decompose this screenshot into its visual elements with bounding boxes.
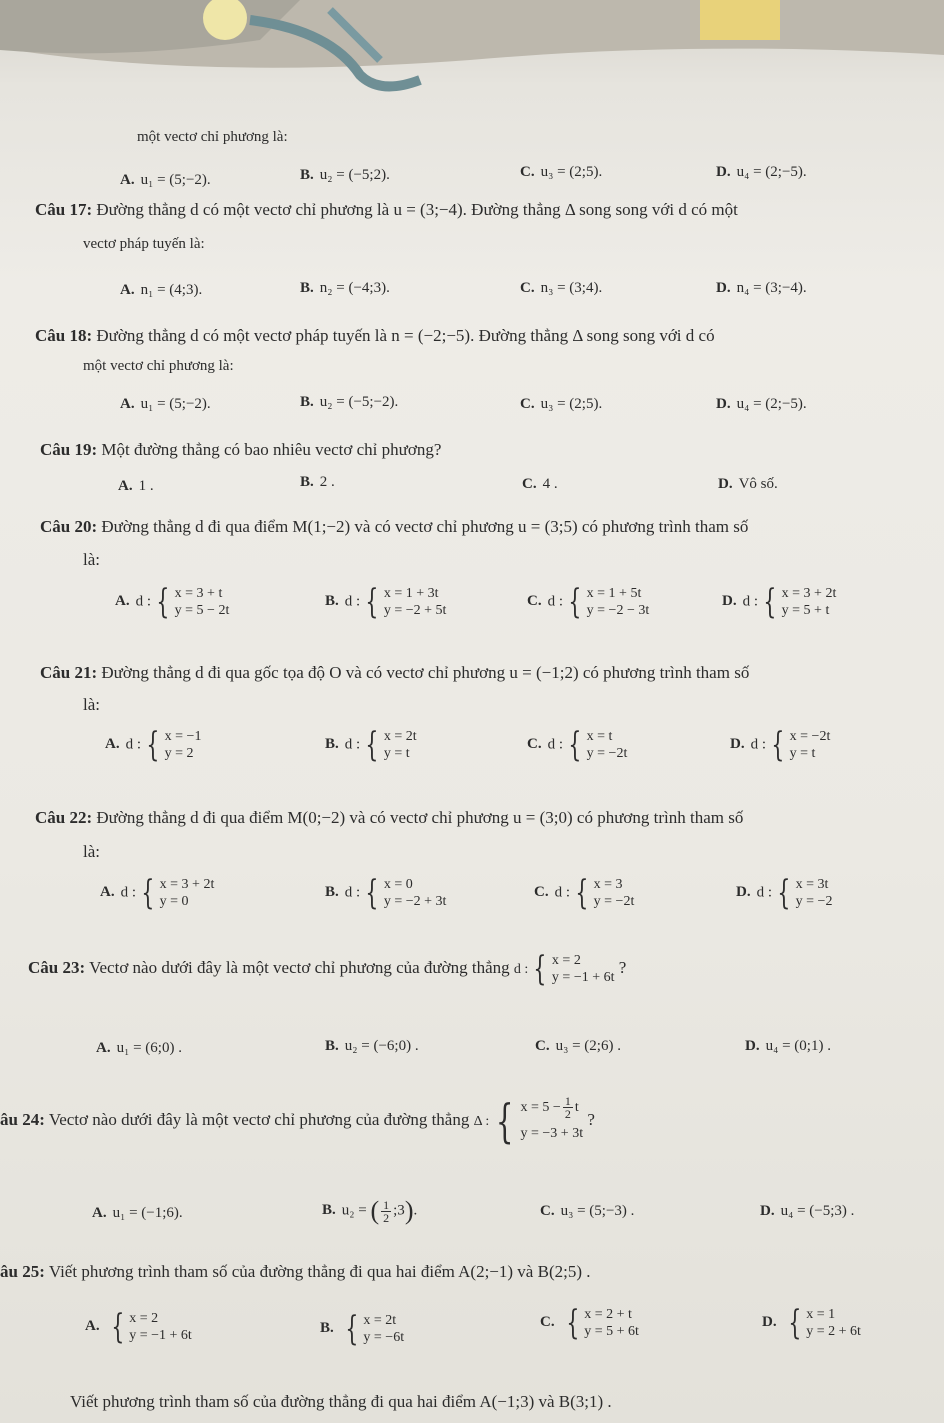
q24-option-d: D. u₄ = (−5;3) .: [760, 1203, 855, 1219]
q18-option-d: D. u₄ = (2;−5).: [716, 396, 807, 412]
q23-option-d: D. u₄ = (0;1) .: [745, 1038, 831, 1054]
q25-stem: âu 25: Viết phương trình tham số của đường thẳng đi qua hai điểm A(2;−1) và B(2;5) .: [0, 1262, 591, 1281]
q25-option-d: D. { x = 1 y = 2 + 6t: [762, 1303, 861, 1343]
q23-option-c: C. u₃ = (2;6) .: [535, 1038, 621, 1054]
q22-stem-2: là:: [83, 842, 100, 861]
q19-option-b: B. 2 .: [300, 474, 335, 490]
q19-option-a: A. 1 .: [118, 478, 154, 494]
q16-tail: một vectơ chỉ phương là:: [137, 129, 288, 145]
worksheet-page: [0, 40, 944, 1423]
q18-option-c: C. u₃ = (2;5).: [520, 396, 603, 412]
q18-option-b: B. u₂ = (−5;−2).: [300, 394, 399, 410]
q17-option-d: D. n₄ = (3;−4).: [716, 280, 807, 296]
q25-option-c: C. { x = 2 + t y = 5 + 6t: [540, 1303, 639, 1343]
q20-stem: Câu 20: Đường thẳng d đi qua điểm M(1;−2) và có vectơ chỉ phương u = (3;5) có phương trình tham số: [40, 517, 749, 536]
q25-option-a: A. { x = 2 y = −1 + 6t: [85, 1307, 192, 1347]
q20-option-c: C. d : { x = 1 + 5t y = −2 − 3t: [527, 582, 650, 622]
q22-option-b: B. d : { x = 0 y = −2 + 3t: [325, 873, 447, 913]
q20-option-a: A. d : { x = 3 + t y = 5 − 2t: [115, 582, 230, 622]
q21-option-c: C. d : { x = t y = −2t: [527, 725, 628, 765]
q24-stem: âu 24: Vectơ nào dưới đây là một vectơ chỉ phương của đường thẳng Δ : { x = 5 − $\frac{1}{2}$ t y = −3 + 3t ?: [0, 1094, 595, 1148]
q23-option-a: A. u₁ = (6;0) .: [96, 1040, 182, 1056]
q17-stem: Câu 17: Đường thẳng d có một vectơ chỉ phương là u = (3;−4). Đường thẳng Δ song song với d có một: [35, 200, 738, 219]
q20-stem-2: là:: [83, 550, 100, 569]
q16-option-a: A. u₁ = (5;−2).: [120, 172, 211, 188]
q19-stem: Câu 19: Một đường thẳng có bao nhiêu vectơ chỉ phương?: [40, 440, 442, 459]
q21-stem-2: là:: [83, 695, 100, 714]
q19-option-c: C. 4 .: [522, 476, 558, 492]
q18-option-a: A. u₁ = (5;−2).: [120, 396, 211, 412]
q24-option-c: C. u₃ = (5;−3) .: [540, 1203, 635, 1219]
q21-option-b: B. d : { x = 2t y = t: [325, 725, 417, 765]
q17-option-a: A. n₁ = (4;3).: [120, 282, 203, 298]
q22-option-c: C. d : { x = 3 y = −2t: [534, 873, 635, 913]
q17-stem-2: vectơ pháp tuyến là:: [83, 236, 205, 252]
q24-option-b: B. u₂ = ( $\frac{1}{2}$ ;3).: [322, 1196, 418, 1225]
q20-option-d: D. d : { x = 3 + 2t y = 5 + t: [722, 582, 837, 622]
q22-option-d: D. d : { x = 3t y = −2: [736, 873, 833, 913]
q25-option-b: B. { x = 2t y = −6t: [320, 1309, 405, 1349]
q16-option-d: D. u₄ = (2;−5).: [716, 164, 807, 180]
q22-option-a: A. d : { x = 3 + 2t y = 0: [100, 873, 215, 913]
q21-stem: Câu 21: Đường thẳng d đi qua gốc tọa độ O và có vectơ chỉ phương u = (−1;2) có phương trình tham số: [40, 663, 750, 682]
q16-option-c: C. u₃ = (2;5).: [520, 164, 603, 180]
q18-stem-2: một vectơ chỉ phương là:: [83, 358, 234, 374]
q17-option-b: B. n₂ = (−4;3).: [300, 280, 390, 296]
q24-option-a: A. u₁ = (−1;6).: [92, 1205, 183, 1221]
q22-stem: Câu 22: Đường thẳng d đi qua điểm M(0;−2) và có vectơ chỉ phương u = (3;0) có phương trình tham số: [35, 808, 744, 827]
q23-option-b: B. u₂ = (−6;0) .: [325, 1038, 419, 1054]
q17-option-c: C. n₃ = (3;4).: [520, 280, 603, 296]
q21-option-a: A. d : { x = −1 y = 2: [105, 725, 202, 765]
q18-stem: Câu 18: Đường thẳng d có một vectơ pháp tuyến là n = (−2;−5). Đường thẳng Δ song song với d có: [35, 326, 715, 345]
q21-option-d: D. d : { x = −2t y = t: [730, 725, 831, 765]
q23-stem: Câu 23: Vectơ nào dưới đây là một vectơ chỉ phương của đường thẳng d : { x = 2 y = −1 + 6t ?: [28, 949, 627, 989]
q26-stem-partial: Viết phương trình tham số của đường thẳng đi qua hai điểm A(−1;3) và B(3;1) .: [70, 1392, 612, 1411]
q20-option-b: B. d : { x = 1 + 3t y = −2 + 5t: [325, 582, 447, 622]
q16-option-b: B. u₂ = (−5;2).: [300, 167, 390, 183]
q19-option-d: D. Vô số.: [718, 476, 778, 492]
